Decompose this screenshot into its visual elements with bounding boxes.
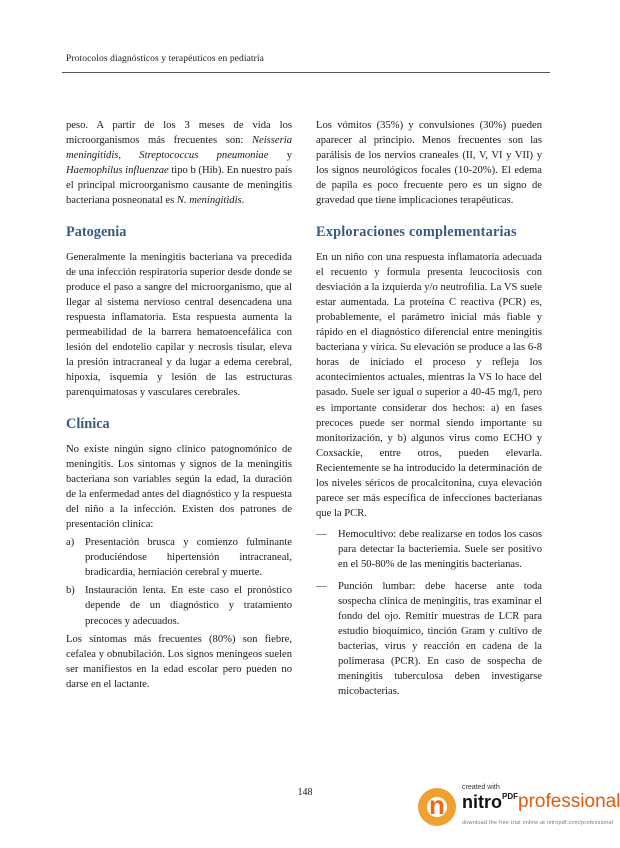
list-item	[316, 579, 542, 700]
patogenia-paragraph: Generalmente la meningitis bacteriana va precedida de una infección respiratoria superior desde donde se produce el paso a sangre del microorganismo, que al llegar al sistema nervioso central desencadena una respuesta inflamatoria. Esta respuesta aumenta la permeabilidad de la barrera hematoencefálica con lesión del endotelio capilar y necrosis tisular, eleva la presión intracraneal y da lugar a edema cerebral, hipoxia, isquemia y lesión de las estructuras parenquimatosas y vasculares cerebrales.	[66, 251, 292, 399]
section-heading-clinica: Clínica	[66, 415, 110, 432]
brand-pdf: PDF	[502, 792, 518, 801]
section-heading-exploraciones: Exploraciones complementarias	[316, 223, 517, 240]
watermark-edition: professional	[518, 791, 620, 812]
list-marker: a)	[66, 537, 75, 549]
intro-text: tipo b (Hib). En nuestro país el principal microorganismo causante de meningitis bacteriana posneonatal es	[66, 165, 292, 207]
watermark-brand	[462, 792, 518, 813]
list-marker: b)	[66, 585, 75, 597]
list-item-text: Punción lumbar: debe hacerse ante toda sospecha clínica de meningitis, tras examinar el fondo del ojo. Remitir muestras de LCR para estudio bioquímico, tinción Gram y cultivo de bacterias, virus y reacción en cadena de la polimerasa (PCR). En caso de sospecha de meningitis tuberculosa deben investigarse micobacterias.	[338, 580, 542, 698]
watermark-tagline: download the free trial online at nitropdf.com/professional	[462, 820, 614, 826]
dash-marker: —	[316, 529, 327, 541]
exploraciones-paragraph: En un niño con una respuesta inflamatoria adecuada el recuento y formula presenta leucocitosis con desviación a la izquierda y/o neutrofilia. La VS suele estar aumentada. La proteína C reactiva (PCR) es, probablemente, el parámetro inicial más fiable y rápido en el diagnóstico diferencial entre meningitis bacteriana y vírica. Su elevación se produce a las 6-8 horas de iniciado el proceso y refleja los acontecimientos actuales, mientras la VS lo hace del pasado. Suele ser igual o superior a 40-45 mg/l, pero es importante considerar dos hechos: a) en fases precoces puede ser normal siendo importante su monitorización, y b) algunos virus como ECHO y Coxsackie, entre otros, pueden elevarla. Recientemente se ha introducido la determinación de los niveles séricos de procalcitonina, cuya elevación parece ser más específica de infecciones bacterianas que la PCR.	[316, 251, 542, 520]
intro-text: peso. A partir de los 3 meses de vida los microorganismos más frecuentes son:	[66, 120, 292, 147]
list-item-text: Presentación brusca y comienzo fulminante produciéndose hipertensión intracraneal, bradicardia, herniación cerebral y muerte.	[85, 537, 292, 579]
list-item	[66, 535, 292, 580]
running-head: Protocolos diagnósticos y terapéuticos en pediatría	[66, 54, 264, 64]
list-item	[66, 583, 292, 628]
dash-marker: —	[316, 580, 327, 592]
nitro-logo-letter: n	[429, 790, 445, 820]
intro-text: y	[268, 150, 292, 162]
brand-name: nitro	[462, 792, 502, 812]
page-number: 148	[297, 787, 313, 798]
intro-text: .	[241, 195, 245, 207]
list-item	[316, 527, 542, 572]
header-rule	[62, 72, 550, 73]
intro-paragraph	[66, 118, 292, 209]
left-column	[66, 118, 292, 692]
watermark-created-with: created with	[462, 784, 500, 791]
list-item-text: Hemocultivo: debe realizarse en todos los casos para detectar la bacteriemia. Suele ser positivo en el 50-80% de las meningitis bacterianas.	[338, 529, 542, 571]
species-names: Neisseria meningitidis, Streptococcus pneumoniae	[66, 135, 292, 162]
species-name: N. meningitidis	[176, 195, 242, 207]
clinica-paragraph: No existe ningún signo clínico patognomónico de meningitis. Los síntomas y signos de la meningitis bacteriana son variables según la edad, la duración de la enfermedad antes del diagnóstico y la respuesta del niño a la infección. Existen dos patrones de presentación clínica:	[66, 443, 292, 530]
nitro-watermark	[418, 784, 620, 844]
list-item-text: Instauración lenta. En este caso el pronóstico depende de un diagnóstico y tratamiento precoces y adecuados.	[85, 585, 292, 627]
right-column	[316, 118, 542, 699]
right-intro-paragraph: Los vómitos (35%) y convulsiones (30%) pueden aparecer al principio. Menos frecuentes son las parálisis de los nervios craneales (II, V, VI y VII) y los signos neurológicos focales (10-20%). El edema de papila es poco frecuente pero es un signo de gravedad que tiene implicaciones terapéuticas.	[316, 120, 542, 207]
species-name: Haemophilus influenzae	[66, 165, 169, 177]
section-heading-patogenia: Patogenia	[66, 223, 127, 240]
clinica-closing-paragraph: Los síntomas más frecuentes (80%) son fiebre, cefalea y obnubilación. Los signos meníngeos suelen ser manifiestos en la edad escolar pero pueden no darse en el lactante.	[66, 633, 292, 690]
